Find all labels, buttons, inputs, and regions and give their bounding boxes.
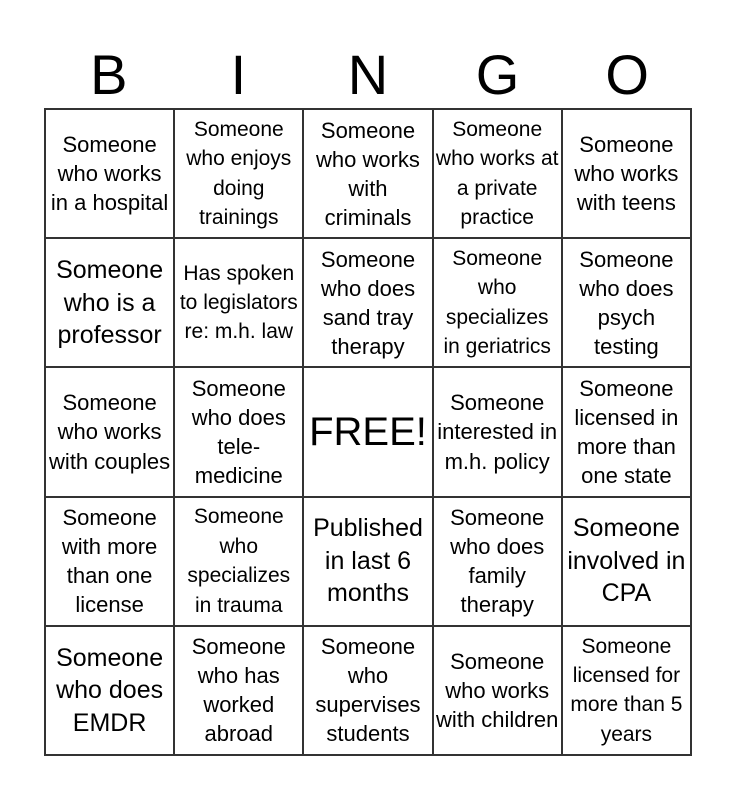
bingo-cell[interactable]: Someone who does psych testing [562,238,691,367]
bingo-cell[interactable]: Someone licensed for more than 5 years [562,626,691,755]
bingo-cell[interactable]: Someone who specializes in trauma [174,497,303,626]
bingo-cell[interactable]: Someone who specializes in geriatrics [433,238,562,367]
bingo-cell[interactable]: Someone who has worked abroad [174,626,303,755]
bingo-cell[interactable]: Someone who supervises students [303,626,432,755]
bingo-cell[interactable]: Published in last 6 months [303,497,432,626]
bingo-cell[interactable]: Someone who does family therapy [433,497,562,626]
header-letter-i: I [230,43,247,106]
bingo-cell[interactable]: Someone who works at a private practice [433,109,562,238]
bingo-grid [44,108,692,756]
header-letter-o: O [605,43,649,106]
bingo-cell[interactable]: Has spoken to legislators re: m.h. law [174,238,303,367]
bingo-cell[interactable]: Someone who does tele-medicine [174,367,303,496]
bingo-cell[interactable]: Someone with more than one license [45,497,174,626]
bingo-cell[interactable]: Someone who works in a hospital [45,109,174,238]
bingo-cell[interactable]: Someone who enjoys doing trainings [174,109,303,238]
bingo-header [44,44,692,106]
header-letter-b: B [90,43,128,106]
bingo-cell[interactable]: Someone who is a professor [45,238,174,367]
bingo-cell[interactable]: Someone who works with children [433,626,562,755]
bingo-cell[interactable]: Someone who works with couples [45,367,174,496]
bingo-cell[interactable]: Someone interested in m.h. policy [433,367,562,496]
bingo-cell[interactable]: Someone involved in CPA [562,497,691,626]
bingo-cell[interactable]: Someone who does sand tray therapy [303,238,432,367]
header-letter-g: G [475,43,520,106]
bingo-cell[interactable]: Someone who does EMDR [45,626,174,755]
bingo-cell[interactable]: Someone licensed in more than one state [562,367,691,496]
bingo-cell[interactable]: Someone who works with teens [562,109,691,238]
header-letter-n: N [347,43,389,106]
bingo-cell[interactable]: Someone who works with criminals [303,109,432,238]
free-space[interactable]: FREE! [303,367,432,496]
